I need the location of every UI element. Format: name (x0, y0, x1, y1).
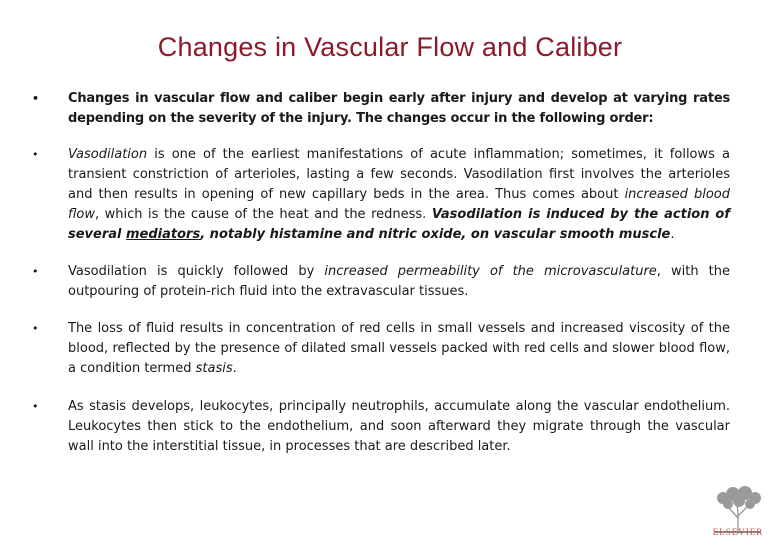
term-increased-blood-flow: increased blood flow (68, 187, 730, 222)
logo-wordmark: ELSEVIER (712, 527, 764, 537)
bullet-text: The loss of fluid results in concentration of red cells in small vessels and increased viscosity of the blood, reflected by the presence of dilated small vessels packed with red cells and slower blood flow, a condition termed (68, 321, 730, 376)
bullet-item (30, 397, 730, 457)
emphasis-text: , notably histamine and nitric oxide, on vascular smooth muscle (200, 227, 671, 242)
emphasis-text: Vasodilation is induced by the action of several (68, 207, 731, 242)
bullet-dot: • (32, 265, 39, 278)
bullet-dot: • (32, 148, 39, 161)
bullet-item (30, 89, 730, 129)
bullet-item (30, 262, 730, 302)
term-vasodilation: Vasodilation (68, 147, 148, 162)
bullet-text: , which is the cause of the heat and the redness. (94, 207, 432, 222)
bullet-item (30, 145, 730, 245)
bullet-item (30, 319, 730, 379)
bullet-text: . (232, 361, 237, 376)
bullet-dot: • (32, 400, 39, 413)
bullet-text: is one of the earliest manifestations of acute inflammation; sometimes, it follows a transient constriction of arterioles, lasting a few seconds. Vasodilation first involves the arterioles and then results in opening of new capillary beds in the area. Thus comes about (68, 147, 730, 202)
bullet-text: As stasis develops, leukocytes, principally neutrophils, accumulate along the vascular endothelium. Leukocytes then stick to the endothelium, and soon afterward they migrate through the vascular wall into the interstitial tissue, in processes that are described later. (68, 399, 730, 454)
bullet-dot: • (32, 322, 39, 335)
bullet-text: , with the outpouring of protein-rich fluid into the extravascular tissues. (68, 264, 731, 299)
term-stasis: stasis (195, 361, 233, 376)
term-increased-permeability: increased permeability of the microvasculature (324, 264, 657, 279)
bullet-dot: • (32, 92, 39, 105)
bullet-text: Changes in vascular flow and caliber begin early after injury and develop at varying rates depending on the severity of the injury. The changes occur in the following order: (68, 91, 730, 126)
bullet-text: Vasodilation is quickly followed by (68, 264, 325, 279)
term-mediators: mediators (126, 227, 201, 242)
slide-title: Changes in Vascular Flow and Caliber (157, 32, 623, 62)
bullet-list (30, 89, 730, 457)
bullet-text: . (670, 227, 675, 242)
